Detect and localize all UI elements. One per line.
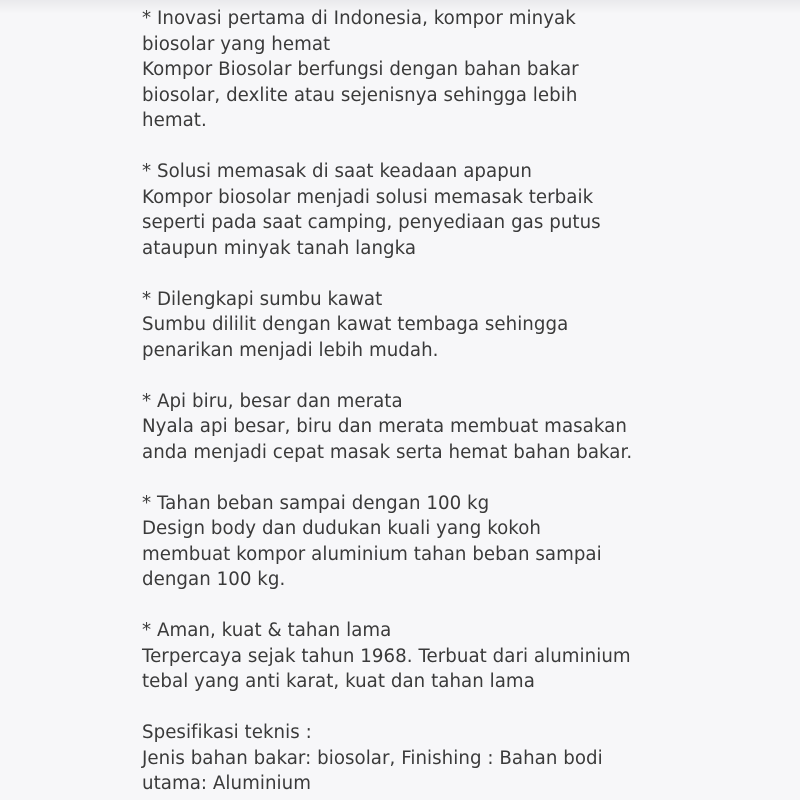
product-description xyxy=(142,6,792,797)
body-line: ataupun minyak tanah langka xyxy=(142,237,417,259)
section-heading: * Aman, kuat & tahan lama xyxy=(142,620,392,641)
body-line: seperti pada saat camping, penyediaan gas putus xyxy=(142,212,601,233)
section-sumbu xyxy=(142,287,792,364)
section-beban xyxy=(142,491,792,593)
section-solusi xyxy=(142,159,792,261)
section-heading: * Dilengkapi sumbu kawat xyxy=(142,288,383,310)
section-spesifikasi xyxy=(142,720,792,797)
section-heading: Spesifikasi teknis : xyxy=(142,722,312,743)
body-line: Terpercaya sejak tahun 1968. Terbuat dari aluminium xyxy=(142,645,631,667)
body-line: penarikan menjadi lebih mudah. xyxy=(142,339,439,361)
body-line: Kompor biosolar menjadi solusi memasak terbaik xyxy=(142,186,594,208)
body-line: tebal yang anti karat, kuat dan tahan lama xyxy=(142,671,535,692)
body-line: anda menjadi cepat masak serta hemat bahan bakar. xyxy=(142,441,633,463)
section-aman xyxy=(142,618,792,695)
section-heading: * Api biru, besar dan merata xyxy=(142,390,403,412)
body-line: Sumbu dililit dengan kawat tembaga sehingga xyxy=(142,314,569,335)
section-heading: * Solusi memasak di saat keadaan apapun xyxy=(142,161,532,182)
section-inovasi xyxy=(142,6,792,134)
body-line: utama: Aluminium xyxy=(142,773,311,794)
body-line: Nyala api besar, biru dan merata membuat masakan xyxy=(142,416,627,437)
body-line: Jenis bahan bakar: biosolar, Finishing : Bahan bodi xyxy=(142,747,603,769)
body-line: membuat kompor aluminium tahan beban sampai xyxy=(142,543,602,565)
section-heading: * Tahan beban sampai dengan 100 kg xyxy=(142,492,490,514)
section-heading: * Inovasi pertama di Indonesia, kompor minyak xyxy=(142,8,576,29)
body-line: biosolar, dexlite atau sejenisnya sehingga lebih xyxy=(142,84,578,106)
section-api xyxy=(142,389,792,466)
body-line: dengan 100 kg. xyxy=(142,569,286,590)
body-line: Design body dan dudukan kuali yang kokoh xyxy=(142,518,541,539)
body-line: biosolar yang hemat xyxy=(142,33,331,55)
body-line: Kompor Biosolar berfungsi dengan bahan bakar xyxy=(142,59,579,80)
body-line: hemat. xyxy=(142,110,207,131)
